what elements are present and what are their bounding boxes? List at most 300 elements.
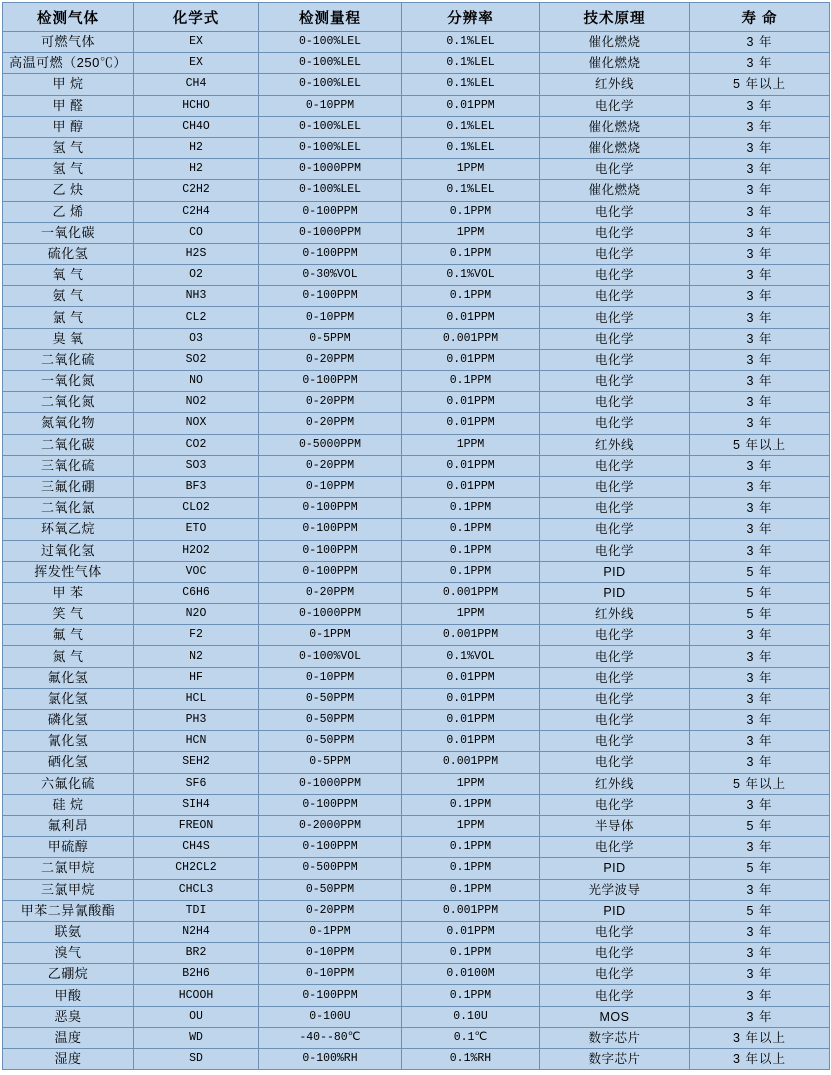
cell-principle: 电化学: [540, 985, 690, 1006]
cell-resolution: 0.001PPM: [402, 752, 540, 773]
cell-principle: 电化学: [540, 921, 690, 942]
cell-principle: 红外线: [540, 74, 690, 95]
cell-gas: 乙 烯: [3, 201, 134, 222]
cell-gas: 硅 烷: [3, 794, 134, 815]
table-row: [3, 349, 830, 370]
cell-formula: CLO2: [134, 498, 259, 519]
cell-formula: SF6: [134, 773, 259, 794]
cell-principle: 电化学: [540, 159, 690, 180]
table-row: [3, 710, 830, 731]
column-header-resolution: 分辨率: [402, 3, 540, 32]
cell-resolution: 0.1PPM: [402, 371, 540, 392]
table-row: [3, 921, 830, 942]
cell-gas: 二氧化碳: [3, 434, 134, 455]
table-row: [3, 74, 830, 95]
cell-principle: 半导体: [540, 815, 690, 836]
cell-lifetime: 3 年: [690, 137, 830, 158]
cell-range: 0-1PPM: [259, 625, 402, 646]
cell-resolution: 0.01PPM: [402, 476, 540, 497]
cell-principle: PID: [540, 858, 690, 879]
cell-resolution: 0.1PPM: [402, 858, 540, 879]
table-row: [3, 646, 830, 667]
cell-lifetime: 3 年: [690, 752, 830, 773]
cell-principle: 电化学: [540, 243, 690, 264]
cell-resolution: 0.01PPM: [402, 95, 540, 116]
cell-lifetime: 3 年: [690, 985, 830, 1006]
cell-resolution: 0.01PPM: [402, 392, 540, 413]
cell-gas: 二氧化氮: [3, 392, 134, 413]
cell-range: -40--80℃: [259, 1027, 402, 1048]
cell-formula: O3: [134, 328, 259, 349]
table-row: [3, 137, 830, 158]
cell-gas: 溴气: [3, 943, 134, 964]
table-header-row: [3, 3, 830, 32]
cell-lifetime: 3 年: [690, 794, 830, 815]
cell-resolution: 0.001PPM: [402, 900, 540, 921]
cell-range: 0-50PPM: [259, 710, 402, 731]
cell-formula: O2: [134, 265, 259, 286]
cell-formula: B2H6: [134, 964, 259, 985]
cell-range: 0-10PPM: [259, 964, 402, 985]
cell-gas: 二氯甲烷: [3, 858, 134, 879]
cell-lifetime: 3 年: [690, 95, 830, 116]
cell-gas: 氮 气: [3, 646, 134, 667]
cell-lifetime: 3 年: [690, 413, 830, 434]
cell-principle: 电化学: [540, 794, 690, 815]
cell-gas: 磷化氢: [3, 710, 134, 731]
cell-principle: 电化学: [540, 265, 690, 286]
cell-range: 0-2000PPM: [259, 815, 402, 836]
cell-lifetime: 5 年: [690, 604, 830, 625]
table-row: [3, 688, 830, 709]
cell-range: 0-5PPM: [259, 328, 402, 349]
table-row: [3, 498, 830, 519]
cell-resolution: 0.1PPM: [402, 498, 540, 519]
cell-resolution: 0.1%LEL: [402, 53, 540, 74]
cell-formula: CH4: [134, 74, 259, 95]
cell-range: 0-100U: [259, 1006, 402, 1027]
cell-range: 0-10PPM: [259, 667, 402, 688]
cell-principle: 电化学: [540, 540, 690, 561]
table-row: [3, 773, 830, 794]
cell-range: 0-100PPM: [259, 561, 402, 582]
cell-principle: 电化学: [540, 476, 690, 497]
cell-lifetime: 5 年: [690, 561, 830, 582]
cell-lifetime: 3 年: [690, 688, 830, 709]
cell-gas: 湿度: [3, 1049, 134, 1070]
cell-formula: WD: [134, 1027, 259, 1048]
cell-formula: CH2CL2: [134, 858, 259, 879]
cell-gas: 恶臭: [3, 1006, 134, 1027]
cell-range: 0-100PPM: [259, 498, 402, 519]
cell-formula: CO: [134, 222, 259, 243]
cell-resolution: 0.1PPM: [402, 794, 540, 815]
cell-lifetime: 3 年: [690, 646, 830, 667]
table-row: [3, 1006, 830, 1027]
cell-range: 0-100PPM: [259, 201, 402, 222]
cell-gas: 二氧化硫: [3, 349, 134, 370]
cell-resolution: 0.01PPM: [402, 667, 540, 688]
cell-range: 0-100PPM: [259, 794, 402, 815]
cell-lifetime: 3 年: [690, 921, 830, 942]
table-row: [3, 815, 830, 836]
cell-formula: SO3: [134, 455, 259, 476]
cell-gas: 硫化氢: [3, 243, 134, 264]
cell-resolution: 0.0100M: [402, 964, 540, 985]
cell-lifetime: 3 年: [690, 222, 830, 243]
cell-gas: 氢 气: [3, 159, 134, 180]
cell-lifetime: 5 年: [690, 582, 830, 603]
cell-formula: HCHO: [134, 95, 259, 116]
cell-lifetime: 5 年: [690, 900, 830, 921]
column-header-principle: 技术原理: [540, 3, 690, 32]
cell-lifetime: 3 年: [690, 53, 830, 74]
cell-range: 0-20PPM: [259, 455, 402, 476]
table-row: [3, 307, 830, 328]
cell-principle: 电化学: [540, 307, 690, 328]
cell-gas: 三氧化硫: [3, 455, 134, 476]
cell-formula: H2S: [134, 243, 259, 264]
cell-formula: H2O2: [134, 540, 259, 561]
cell-principle: PID: [540, 561, 690, 582]
cell-range: 0-100PPM: [259, 985, 402, 1006]
cell-gas: 氢 气: [3, 137, 134, 158]
cell-formula: F2: [134, 625, 259, 646]
cell-resolution: 0.01PPM: [402, 349, 540, 370]
cell-resolution: 0.1%LEL: [402, 180, 540, 201]
table-row: [3, 540, 830, 561]
cell-resolution: 0.1%RH: [402, 1049, 540, 1070]
cell-principle: 电化学: [540, 455, 690, 476]
cell-range: 0-100%LEL: [259, 137, 402, 158]
cell-resolution: 0.1PPM: [402, 837, 540, 858]
cell-lifetime: 5 年以上: [690, 773, 830, 794]
table-row: [3, 243, 830, 264]
cell-resolution: 0.1℃: [402, 1027, 540, 1048]
cell-formula: HCN: [134, 731, 259, 752]
cell-formula: FREON: [134, 815, 259, 836]
cell-lifetime: 5 年: [690, 858, 830, 879]
cell-resolution: 0.1PPM: [402, 243, 540, 264]
cell-lifetime: 3 年: [690, 498, 830, 519]
cell-formula: CHCL3: [134, 879, 259, 900]
column-header-formula: 化学式: [134, 3, 259, 32]
cell-lifetime: 3 年: [690, 540, 830, 561]
cell-resolution: 0.1%LEL: [402, 116, 540, 137]
cell-resolution: 1PPM: [402, 159, 540, 180]
cell-range: 0-20PPM: [259, 582, 402, 603]
cell-principle: 电化学: [540, 392, 690, 413]
cell-formula: OU: [134, 1006, 259, 1027]
cell-principle: 催化燃烧: [540, 180, 690, 201]
cell-formula: NO2: [134, 392, 259, 413]
cell-gas: 氧 气: [3, 265, 134, 286]
cell-gas: 氟利昂: [3, 815, 134, 836]
cell-resolution: 0.1%LEL: [402, 74, 540, 95]
cell-resolution: 0.1PPM: [402, 286, 540, 307]
cell-gas: 甲硫醇: [3, 837, 134, 858]
cell-lifetime: 3 年: [690, 879, 830, 900]
gas-sensor-spec-table: [2, 2, 830, 1070]
cell-resolution: 0.1PPM: [402, 201, 540, 222]
cell-resolution: 0.1PPM: [402, 540, 540, 561]
cell-lifetime: 3 年: [690, 307, 830, 328]
table-row: [3, 900, 830, 921]
cell-lifetime: 3 年: [690, 392, 830, 413]
cell-lifetime: 3 年: [690, 371, 830, 392]
cell-resolution: 1PPM: [402, 604, 540, 625]
column-header-lifetime: 寿 命: [690, 3, 830, 32]
cell-resolution: 0.001PPM: [402, 582, 540, 603]
cell-lifetime: 3 年: [690, 625, 830, 646]
cell-formula: EX: [134, 53, 259, 74]
cell-resolution: 0.1PPM: [402, 943, 540, 964]
cell-gas: 笑 气: [3, 604, 134, 625]
cell-gas: 甲 苯: [3, 582, 134, 603]
table-row: [3, 625, 830, 646]
cell-lifetime: 3 年: [690, 349, 830, 370]
cell-gas: 一氧化碳: [3, 222, 134, 243]
cell-formula: HF: [134, 667, 259, 688]
table-row: [3, 95, 830, 116]
cell-principle: 电化学: [540, 286, 690, 307]
cell-range: 0-100PPM: [259, 371, 402, 392]
table-row: [3, 434, 830, 455]
cell-formula: BF3: [134, 476, 259, 497]
cell-principle: 电化学: [540, 667, 690, 688]
cell-range: 0-100%LEL: [259, 116, 402, 137]
table-row: [3, 582, 830, 603]
cell-range: 0-100%LEL: [259, 53, 402, 74]
cell-lifetime: 5 年以上: [690, 434, 830, 455]
cell-lifetime: 3 年: [690, 964, 830, 985]
cell-formula: HCL: [134, 688, 259, 709]
cell-formula: NO: [134, 371, 259, 392]
table-body: [3, 32, 830, 1070]
cell-formula: N2: [134, 646, 259, 667]
cell-principle: 电化学: [540, 95, 690, 116]
cell-lifetime: 5 年以上: [690, 74, 830, 95]
cell-lifetime: 3 年: [690, 837, 830, 858]
cell-formula: SIH4: [134, 794, 259, 815]
cell-resolution: 0.01PPM: [402, 710, 540, 731]
cell-gas: 环氧乙烷: [3, 519, 134, 540]
table-row: [3, 561, 830, 582]
cell-gas: 二氧化氯: [3, 498, 134, 519]
cell-lifetime: 3 年: [690, 710, 830, 731]
table-row: [3, 53, 830, 74]
cell-lifetime: 3 年: [690, 265, 830, 286]
cell-range: 0-100%VOL: [259, 646, 402, 667]
cell-range: 0-20PPM: [259, 900, 402, 921]
table-row: [3, 1049, 830, 1070]
cell-formula: VOC: [134, 561, 259, 582]
cell-lifetime: 3 年: [690, 667, 830, 688]
cell-principle: MOS: [540, 1006, 690, 1027]
cell-range: 0-50PPM: [259, 879, 402, 900]
cell-principle: 电化学: [540, 519, 690, 540]
cell-lifetime: 3 年: [690, 455, 830, 476]
cell-principle: 电化学: [540, 625, 690, 646]
cell-resolution: 0.1%VOL: [402, 646, 540, 667]
cell-resolution: 0.1%LEL: [402, 32, 540, 53]
cell-resolution: 1PPM: [402, 773, 540, 794]
cell-range: 0-10PPM: [259, 307, 402, 328]
cell-range: 0-1PPM: [259, 921, 402, 942]
cell-lifetime: 3 年: [690, 731, 830, 752]
cell-lifetime: 3 年: [690, 476, 830, 497]
cell-gas: 氟 气: [3, 625, 134, 646]
cell-range: 0-50PPM: [259, 731, 402, 752]
cell-range: 0-30%VOL: [259, 265, 402, 286]
cell-resolution: 0.01PPM: [402, 413, 540, 434]
cell-resolution: 0.001PPM: [402, 328, 540, 349]
cell-gas: 过氧化氢: [3, 540, 134, 561]
table-row: [3, 964, 830, 985]
cell-gas: 氮氧化物: [3, 413, 134, 434]
cell-range: 0-100PPM: [259, 243, 402, 264]
cell-gas: 氯 气: [3, 307, 134, 328]
cell-resolution: 0.001PPM: [402, 625, 540, 646]
cell-range: 0-20PPM: [259, 349, 402, 370]
cell-resolution: 0.01PPM: [402, 307, 540, 328]
table-row: [3, 476, 830, 497]
cell-lifetime: 3 年: [690, 286, 830, 307]
table-header: [3, 3, 830, 32]
cell-principle: 催化燃烧: [540, 137, 690, 158]
cell-gas: 乙硼烷: [3, 964, 134, 985]
cell-principle: 电化学: [540, 413, 690, 434]
cell-gas: 联氨: [3, 921, 134, 942]
table-row: [3, 222, 830, 243]
cell-formula: CL2: [134, 307, 259, 328]
table-row: [3, 879, 830, 900]
cell-formula: N2H4: [134, 921, 259, 942]
cell-principle: 红外线: [540, 773, 690, 794]
cell-gas: 六氟化硫: [3, 773, 134, 794]
cell-resolution: 0.1PPM: [402, 985, 540, 1006]
cell-range: 0-50PPM: [259, 688, 402, 709]
table-row: [3, 752, 830, 773]
cell-formula: C6H6: [134, 582, 259, 603]
cell-range: 0-10PPM: [259, 943, 402, 964]
cell-gas: 一氧化氮: [3, 371, 134, 392]
cell-gas: 可燃气体: [3, 32, 134, 53]
cell-formula: ETO: [134, 519, 259, 540]
cell-gas: 氯化氢: [3, 688, 134, 709]
cell-principle: 催化燃烧: [540, 116, 690, 137]
cell-principle: 催化燃烧: [540, 32, 690, 53]
cell-formula: SO2: [134, 349, 259, 370]
cell-range: 0-10PPM: [259, 95, 402, 116]
cell-lifetime: 3 年: [690, 1006, 830, 1027]
cell-gas: 挥发性气体: [3, 561, 134, 582]
cell-principle: 电化学: [540, 498, 690, 519]
cell-principle: 电化学: [540, 328, 690, 349]
cell-principle: 数字芯片: [540, 1027, 690, 1048]
cell-formula: CO2: [134, 434, 259, 455]
cell-formula: H2: [134, 159, 259, 180]
cell-lifetime: 3 年: [690, 32, 830, 53]
cell-principle: 电化学: [540, 688, 690, 709]
cell-principle: 电化学: [540, 349, 690, 370]
cell-lifetime: 3 年以上: [690, 1027, 830, 1048]
cell-range: 0-100%LEL: [259, 180, 402, 201]
cell-formula: CH4O: [134, 116, 259, 137]
table-row: [3, 604, 830, 625]
table-row: [3, 180, 830, 201]
cell-principle: PID: [540, 582, 690, 603]
cell-resolution: 0.1PPM: [402, 561, 540, 582]
cell-principle: 电化学: [540, 964, 690, 985]
table-row: [3, 985, 830, 1006]
cell-gas: 甲 醛: [3, 95, 134, 116]
cell-gas: 氰化氢: [3, 731, 134, 752]
cell-lifetime: 3 年: [690, 328, 830, 349]
cell-gas: 氨 气: [3, 286, 134, 307]
cell-range: 0-5000PPM: [259, 434, 402, 455]
cell-range: 0-100PPM: [259, 519, 402, 540]
cell-gas: 甲 醇: [3, 116, 134, 137]
cell-resolution: 0.01PPM: [402, 921, 540, 942]
table-row: [3, 371, 830, 392]
cell-resolution: 1PPM: [402, 434, 540, 455]
cell-lifetime: 3 年: [690, 180, 830, 201]
table-row: [3, 159, 830, 180]
cell-range: 0-500PPM: [259, 858, 402, 879]
cell-resolution: 0.1%LEL: [402, 137, 540, 158]
table-row: [3, 413, 830, 434]
table-row: [3, 667, 830, 688]
cell-formula: NH3: [134, 286, 259, 307]
table-row: [3, 837, 830, 858]
cell-gas: 乙 炔: [3, 180, 134, 201]
cell-formula: C2H2: [134, 180, 259, 201]
cell-range: 0-1000PPM: [259, 159, 402, 180]
cell-range: 0-100PPM: [259, 286, 402, 307]
cell-principle: 电化学: [540, 201, 690, 222]
cell-principle: 电化学: [540, 222, 690, 243]
table-row: [3, 286, 830, 307]
cell-resolution: 0.1PPM: [402, 879, 540, 900]
table-row: [3, 1027, 830, 1048]
cell-gas: 高温可燃（250℃）: [3, 53, 134, 74]
cell-principle: 电化学: [540, 752, 690, 773]
table-row: [3, 392, 830, 413]
table-row: [3, 328, 830, 349]
cell-resolution: 0.1PPM: [402, 519, 540, 540]
cell-gas: 三氟化硼: [3, 476, 134, 497]
cell-principle: 电化学: [540, 371, 690, 392]
cell-range: 0-1000PPM: [259, 222, 402, 243]
cell-principle: 红外线: [540, 604, 690, 625]
cell-resolution: 0.01PPM: [402, 455, 540, 476]
table-row: [3, 201, 830, 222]
cell-lifetime: 3 年: [690, 243, 830, 264]
cell-gas: 甲酸: [3, 985, 134, 1006]
table-row: [3, 116, 830, 137]
cell-range: 0-1000PPM: [259, 773, 402, 794]
cell-lifetime: 3 年: [690, 201, 830, 222]
column-header-range: 检测量程: [259, 3, 402, 32]
cell-principle: 催化燃烧: [540, 53, 690, 74]
cell-lifetime: 3 年: [690, 159, 830, 180]
cell-resolution: 0.10U: [402, 1006, 540, 1027]
cell-gas: 三氯甲烷: [3, 879, 134, 900]
cell-principle: 光学波导: [540, 879, 690, 900]
cell-principle: 电化学: [540, 710, 690, 731]
cell-range: 0-100PPM: [259, 837, 402, 858]
